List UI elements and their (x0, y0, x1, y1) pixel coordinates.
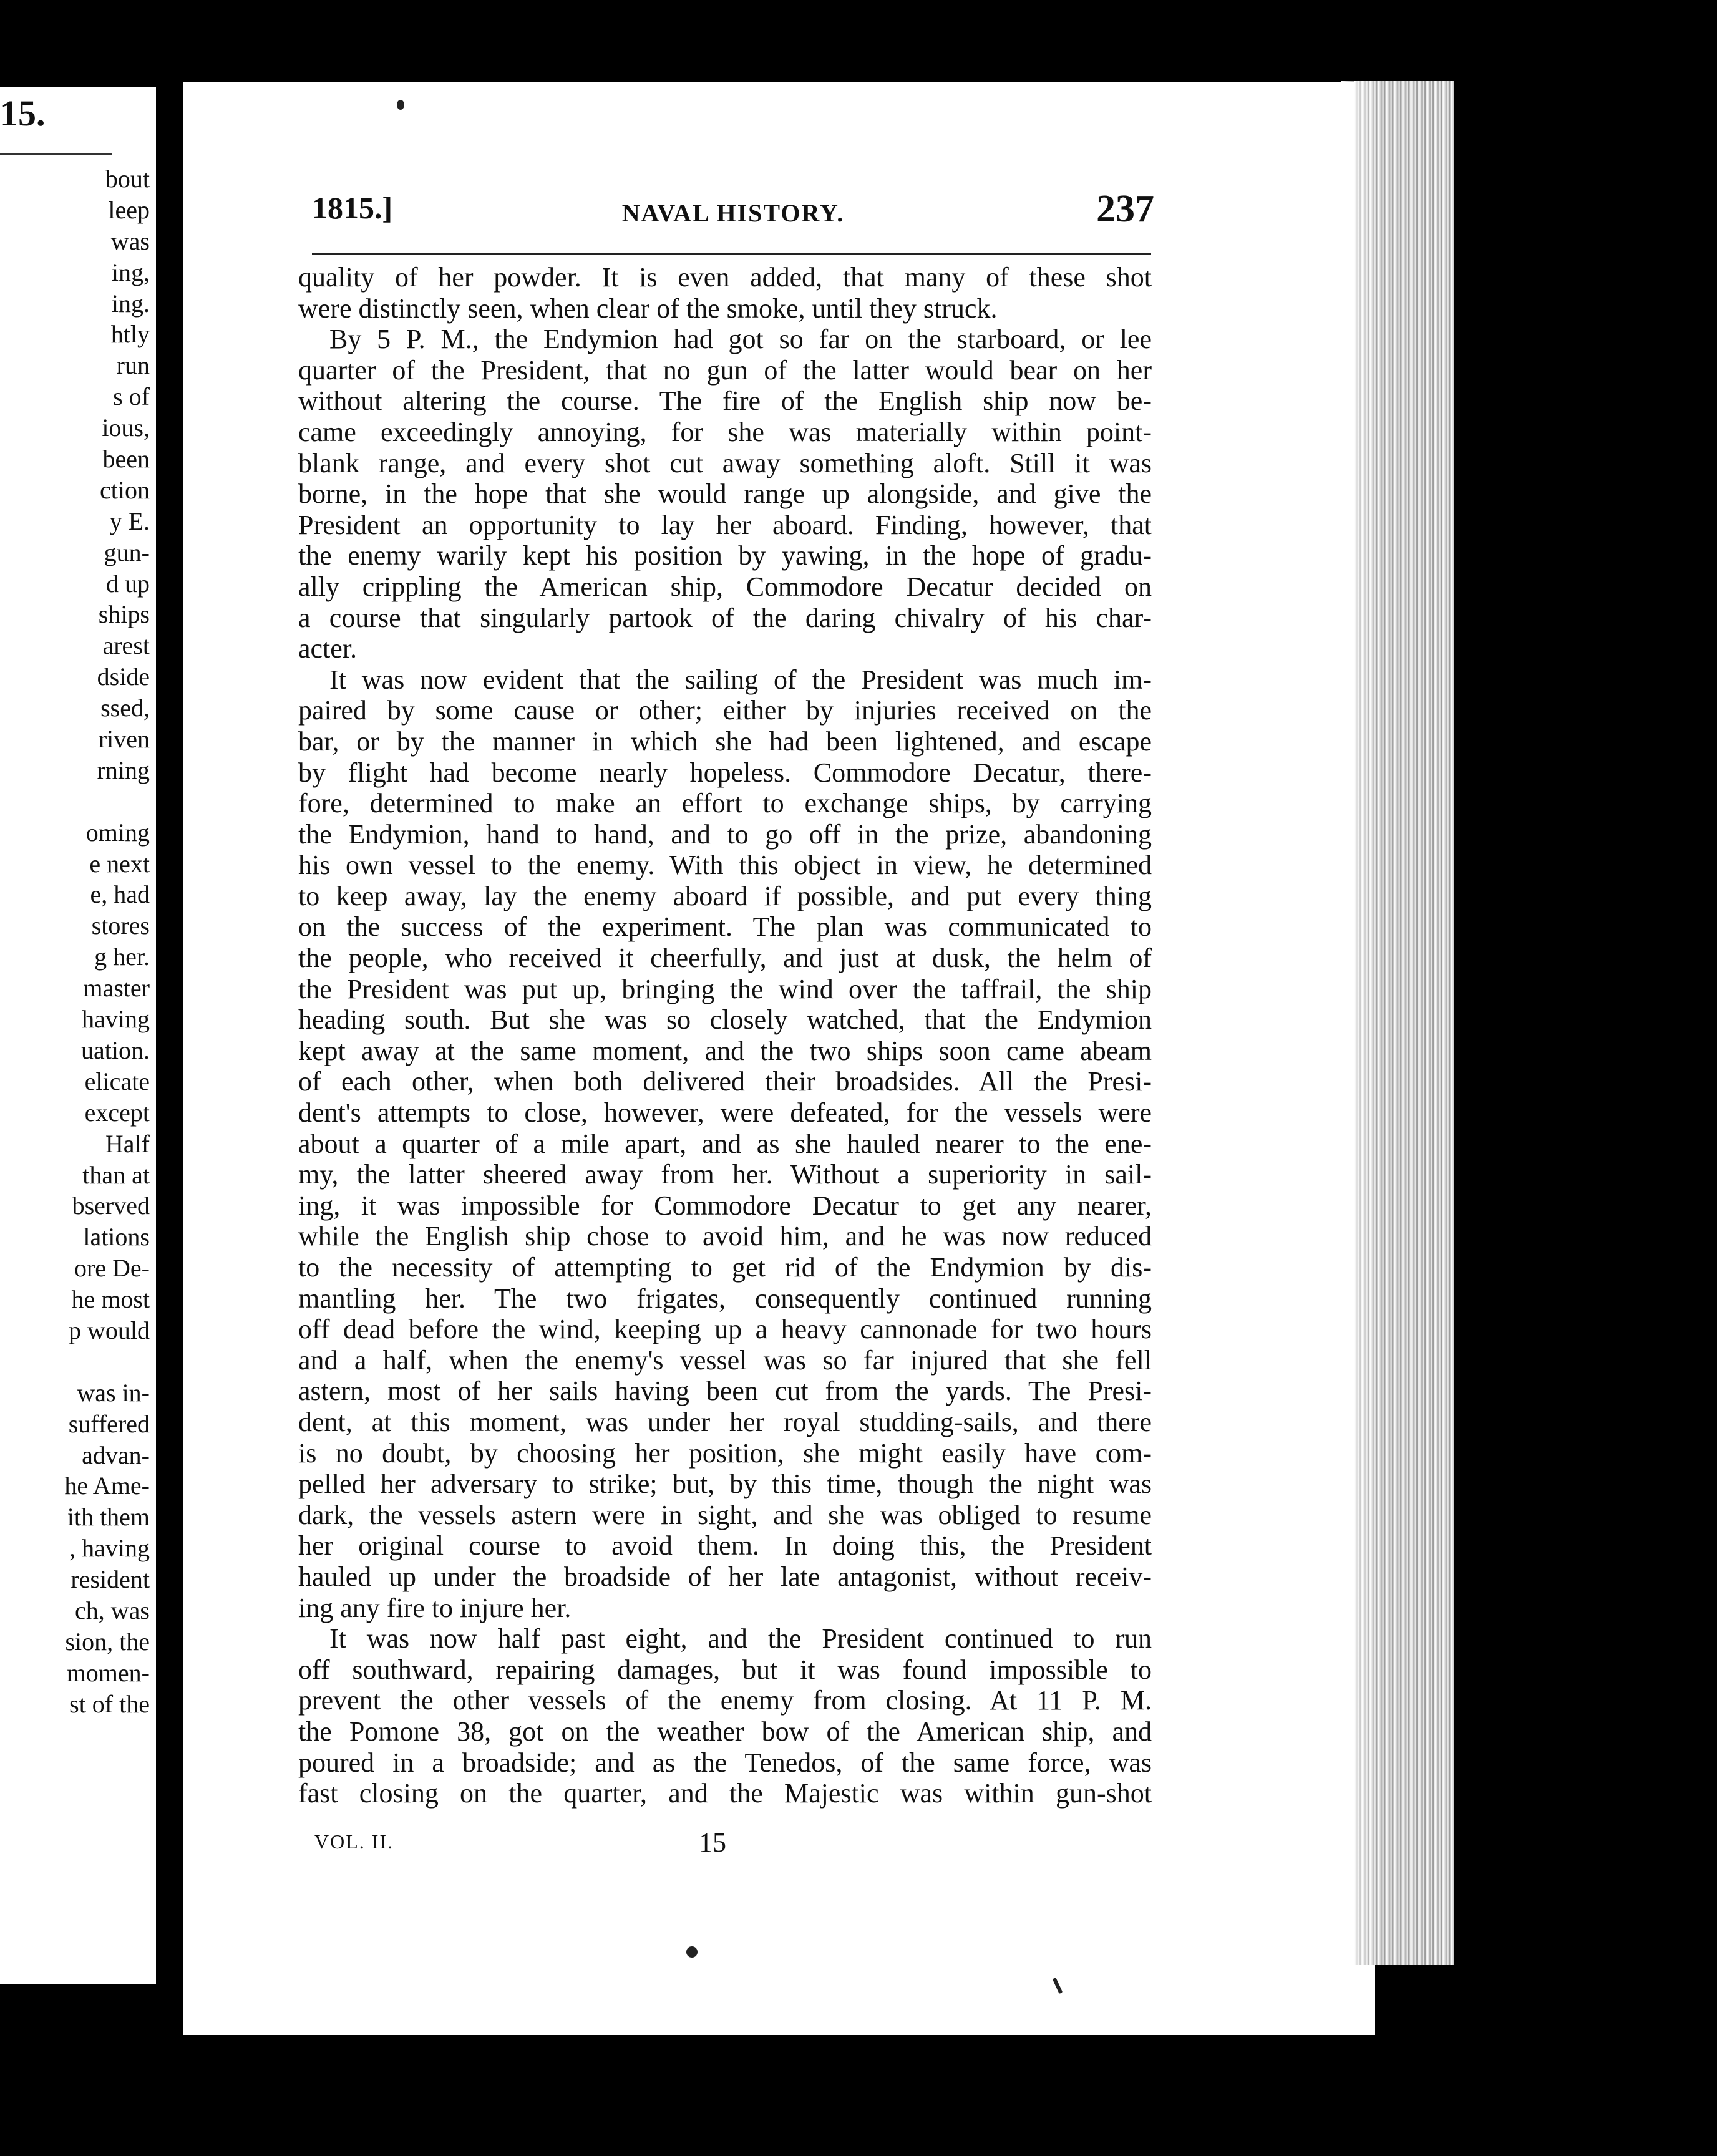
left-page-line: dside (97, 663, 150, 691)
body-line: to keep away, lay the enemy aboard if possible, and put every thing (298, 880, 1152, 911)
left-page-rule (0, 153, 112, 155)
left-page-line: s of (113, 382, 150, 411)
body-line: a course that singularly partook of the daring chivalry of his char- (298, 602, 1152, 633)
body-line: my, the latter sheered away from her. Without a superiority in sail- (298, 1159, 1152, 1190)
left-page-line (0, 786, 150, 817)
body-line: while the English ship chose to avoid him, and he was now reduced (298, 1221, 1152, 1252)
left-page-line: d up (106, 569, 150, 598)
left-page-line: st of the (69, 1689, 150, 1718)
body-line: dent's attempts to close, however, were defeated, for the vessels were (298, 1097, 1152, 1129)
left-page-line: leep (108, 195, 150, 224)
body-line: It was now evident that the sailing of the President was much im- (329, 664, 1152, 695)
left-page-line: sion, the (65, 1627, 150, 1656)
left-page-line: Half (105, 1129, 150, 1158)
page-number: 237 (1096, 188, 1154, 230)
body-line: of each other, when both delivered their broadsides. All the Presi- (298, 1066, 1152, 1097)
body-line: President an opportunity to lay her aboard. Finding, however, that (298, 509, 1152, 540)
left-page-line: y E. (109, 507, 150, 535)
signature-mark: 15 (699, 1827, 726, 1858)
running-head (312, 187, 1154, 243)
body-line: and a half, when the enemy's vessel was so far injured that she fell (298, 1344, 1152, 1376)
body-line: borne, in the hope that she would range up alongside, and give the (298, 478, 1152, 510)
book-gutter (157, 87, 183, 1996)
body-line: prevent the other vessels of the enemy from closing. At 11 P. M. (298, 1685, 1152, 1716)
body-line: without altering the course. The fire of the English ship now be- (298, 386, 1152, 417)
left-page-line: was (110, 226, 150, 255)
left-page-line: advan- (82, 1440, 150, 1469)
left-page-line: was in- (77, 1378, 150, 1407)
left-page-line: , having (69, 1534, 150, 1563)
left-page-line: ships (98, 600, 150, 629)
body-line: poured in a broadside; and as the Tenedos, of the same force, was (298, 1747, 1152, 1778)
left-page-line: resident (71, 1565, 150, 1594)
left-page-header: 15. (0, 93, 46, 134)
left-page-line: p would (69, 1316, 150, 1344)
left-page-line: ing. (111, 289, 150, 318)
left-page-line: ction (100, 475, 150, 504)
body-line: quality of her powder. It is even added, that many of these shot (298, 262, 1152, 293)
body-line: kept away at the same moment, and the two ships soon came abeam (298, 1035, 1152, 1066)
body-line: dent, at this moment, was under her royal studding-sails, and there (298, 1406, 1152, 1437)
left-page-line: lations (83, 1223, 150, 1251)
body-line: By 5 P. M., the Endymion had got so far on the starboard, or lee (329, 324, 1152, 355)
body-line: acter. (298, 633, 358, 664)
left-page-line: e, had (90, 880, 150, 909)
left-page-line: ing, (111, 258, 150, 286)
body-line: her original course to avoid them. In doing this, the President (298, 1530, 1152, 1561)
left-page-line: bserved (72, 1192, 150, 1220)
left-page-line: ore De- (74, 1254, 150, 1283)
body-line: to the necessity of attempting to get rid of the Endymion by dis- (298, 1252, 1152, 1283)
left-page-line: he Ame- (64, 1472, 150, 1500)
body-line: bar, or by the manner in which she had been lightened, and escape (298, 726, 1152, 757)
scan-speck (686, 1946, 698, 1958)
left-page-line: run (116, 351, 150, 380)
body-line: the enemy warily kept his position by yawing, in the hope of gradu- (298, 540, 1152, 571)
body-line: about a quarter of a mile apart, and as she hauled nearer to the ene- (298, 1128, 1152, 1159)
body-line: ing, it was impossible for Commodore Decatur to get any nearer, (298, 1190, 1152, 1221)
left-page-line: except (84, 1098, 150, 1127)
left-page-line: uation. (81, 1036, 150, 1064)
body-line: by flight had become nearly hopeless. Commodore Decatur, there- (298, 757, 1152, 788)
body-line: astern, most of her sails having been cut from the yards. The Presi- (298, 1376, 1152, 1407)
volume-label: VOL. II. (314, 1830, 394, 1853)
body-line: ing any fire to injure her. (298, 1592, 572, 1623)
scan-speck (397, 100, 404, 110)
left-page-line: bout (105, 165, 150, 193)
left-page-line: been (102, 445, 150, 473)
left-page-line: stores (91, 911, 150, 940)
body-line: hauled up under the broadside of her late antagonist, without receiv- (298, 1561, 1152, 1592)
left-page-line: arest (102, 631, 150, 660)
left-page-line: momen- (66, 1658, 150, 1687)
body-line: his own vessel to the enemy. With this object in view, he determined (298, 850, 1152, 881)
left-page-line: g her. (94, 943, 150, 971)
body-line: the people, who received it cheerfully, and just at dusk, the helm of (298, 943, 1152, 974)
page-edges-fade (1341, 81, 1379, 1965)
running-head-year: 1815.] (312, 190, 393, 225)
body-line: were distinctly seen, when clear of the smoke, until they struck. (298, 293, 998, 324)
body-line: paired by some cause or other; either by injuries received on the (298, 695, 1152, 726)
body-line: It was now half past eight, and the President continued to run (329, 1623, 1152, 1654)
body-line: the Pomone 38, got on the weather bow of the American ship, and (298, 1716, 1152, 1747)
left-page-line: ssed, (100, 694, 150, 722)
left-page-line: than at (82, 1160, 150, 1189)
page-footer (312, 1827, 1123, 1864)
running-head-title: NAVAL HISTORY. (621, 199, 845, 227)
left-page-line: suffered (68, 1409, 150, 1438)
body-line: quarter of the President, that no gun of the latter would bear on her (298, 354, 1152, 386)
left-page-line: gun- (104, 538, 150, 566)
left-page-line: elicate (84, 1067, 150, 1095)
left-page-text (0, 163, 150, 1720)
body-line: fore, determined to make an effort to exchange ships, by carrying (298, 788, 1152, 819)
body-line: came exceedingly annoying, for she was materially within point- (298, 416, 1152, 447)
left-page-line: ith them (67, 1503, 150, 1532)
body-line: off dead before the wind, keeping up a heavy cannonade for two hours (298, 1314, 1152, 1345)
body-line: blank range, and every shot cut away something aloft. Still it was (298, 447, 1152, 478)
left-page-line: ious, (102, 414, 150, 442)
body-line: ally crippling the American ship, Commodore Decatur decided on (298, 571, 1152, 602)
body-line: dark, the vessels astern were in sight, and she was obliged to resume (298, 1499, 1152, 1530)
body-line: pelled her adversary to strike; but, by this time, though the night was (298, 1469, 1152, 1500)
left-page-line: ch, was (75, 1596, 150, 1624)
body-line: is no doubt, by choosing her position, she might easily have com- (298, 1437, 1152, 1469)
body-line: on the success of the experiment. The plan was communicated to (298, 911, 1152, 943)
left-page-line: having (82, 1005, 150, 1034)
body-line: fast closing on the quarter, and the Majestic was within gun-shot (298, 1778, 1152, 1809)
left-page-line (0, 1346, 150, 1377)
left-page-line: rning (97, 755, 150, 784)
left-page-line: e next (89, 849, 150, 878)
left-page-line: he most (71, 1285, 150, 1314)
body-line: heading south. But she was so closely watched, that the Endymion (298, 1004, 1152, 1036)
header-rule (312, 253, 1151, 255)
left-page-line: htly (110, 320, 150, 349)
left-page-line: master (83, 974, 150, 1003)
body-line: the President was put up, bringing the wind over the taffrail, the ship (298, 973, 1152, 1004)
left-page-line: oming (85, 818, 150, 847)
body-line: mantling her. The two frigates, consequently continued running (298, 1283, 1152, 1314)
body-line: the Endymion, hand to hand, and to go off in the prize, abandoning (298, 818, 1152, 850)
left-page-line: riven (98, 725, 150, 754)
body-text (298, 262, 1152, 1809)
body-line: off southward, repairing damages, but it was found impossible to (298, 1654, 1152, 1685)
